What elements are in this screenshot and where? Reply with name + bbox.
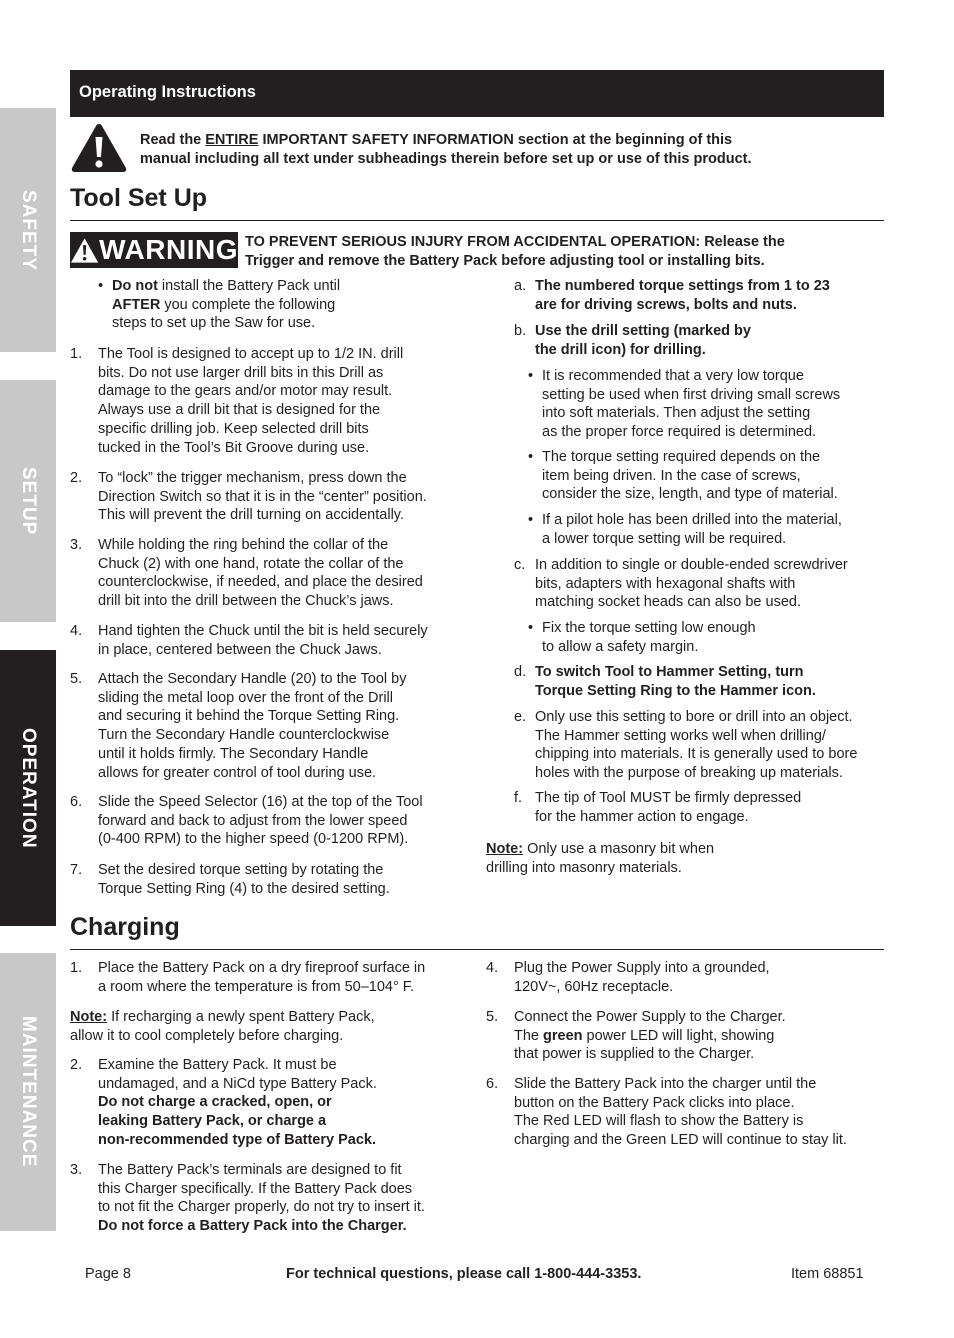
tab-setup (0, 380, 56, 622)
list-item-line: matching socket heads can also be used. (535, 594, 801, 611)
bullet-dot: • (528, 620, 534, 636)
step-number: 4. (486, 960, 499, 976)
list-item-line: sliding the metal loop over the front of the Drill (98, 689, 393, 706)
tab-operation (0, 650, 56, 926)
safety-notice-emphasis: ENTIRE (205, 132, 259, 148)
warning-text-line: TO PREVENT SERIOUS INJURY FROM ACCIDENTAL OPERATION: Release the (245, 234, 785, 250)
bullet-dot: • (528, 512, 534, 528)
list-item-line: If a pilot hole has been drilled into the material, (542, 512, 842, 528)
list-item-line: holes with the purpose of breaking up materials. (535, 765, 843, 782)
step-number: 5. (70, 671, 83, 687)
list-item-line: bits, adapters with hexagonal shafts with (535, 575, 796, 592)
list-item-line: and securing it behind the Torque Setting Ring. (98, 708, 400, 725)
list-item (535, 663, 885, 700)
list-item (535, 277, 885, 314)
note-text: Only use a masonry bit when (523, 841, 715, 857)
list-item-line: chipping into materials. It is generally used to bore (535, 746, 858, 763)
list-item-line: to not fit the Charger properly, do not try to insert it. (98, 1199, 425, 1216)
list-item (542, 619, 882, 656)
list-item-line: Attach the Secondary Handle (20) to the Tool by (98, 671, 407, 687)
step-number: 5. (486, 1009, 499, 1025)
list-item-line: into soft materials. Then adjust the setting (542, 405, 811, 422)
footer-item-number: Item 68851 (791, 1266, 864, 1282)
tab-operation-label: OPERATION (18, 727, 39, 849)
list-item-line: Do not force a Battery Pack into the Charger. (98, 1218, 407, 1235)
section-header-title: Operating Instructions (79, 83, 256, 101)
list-item (542, 511, 882, 548)
bold-text: AFTER (112, 296, 161, 313)
step-number: 6. (70, 794, 83, 810)
list-item-line: 120V~, 60Hz receptacle. (514, 978, 674, 995)
list-item-line: Direction Switch so that it is in the “center” position. (98, 488, 427, 505)
list-item (98, 861, 468, 898)
list-item-line: counterclockwise, if needed, and place the desired (98, 574, 423, 591)
step-number: 4. (70, 623, 83, 639)
list-item-line: Slide the Battery Pack into the charger until the (514, 1076, 817, 1092)
list-item (535, 556, 885, 612)
list-item-line: The Hammer setting works well when drilling/ (535, 727, 826, 744)
list-item-line: non-recommended type of Battery Pack. (98, 1131, 376, 1148)
list-item (535, 322, 885, 359)
list-item-line: Set the desired torque setting by rotating the (98, 862, 384, 878)
substep-letter: f. (514, 790, 523, 806)
list-item-line: Plug the Power Supply into a grounded, (514, 960, 770, 976)
tab-safety (0, 108, 56, 352)
list-item-line: power LED will light, showing (582, 1027, 775, 1044)
list-item (112, 277, 412, 333)
list-item-line: Hand tighten the Chuck until the bit is held securely (98, 623, 428, 639)
tab-maintenance-label: MAINTENANCE (18, 1016, 39, 1168)
list-item-line: Fix the torque setting low enough (542, 620, 756, 636)
warning-triangle-icon (70, 237, 99, 264)
list-item-line: button on the Battery Pack clicks into place. (514, 1094, 795, 1111)
note-label: Note: (70, 1009, 108, 1025)
heading-rule (70, 949, 884, 950)
list-item (98, 959, 468, 996)
warning-label: WARNING (99, 234, 238, 265)
list-item-line: a room where the temperature is from 50–104° F. (98, 978, 415, 995)
list-item-line: Connect the Power Supply to the Charger. (514, 1009, 786, 1025)
list-item-line: specific drilling job. Keep selected drill bits (98, 420, 369, 437)
list-item-line: The Red LED will flash to show the Battery is (514, 1113, 804, 1130)
step-number: 1. (70, 346, 83, 362)
list-item (514, 1008, 884, 1064)
list-item (98, 670, 468, 782)
heading-charging: Charging (70, 913, 180, 941)
substep-letter: b. (514, 323, 527, 339)
list-item-line: Chuck (2) with one hand, rotate the collar of the (98, 555, 404, 572)
step-number: 7. (70, 862, 83, 878)
list-item-line: tucked in the Tool’s Bit Groove during use. (98, 439, 370, 456)
warning-text-line: Trigger and remove the Battery Pack before adjusting tool or installing bits. (245, 252, 765, 269)
list-item-text: install the Battery Pack until (157, 278, 341, 294)
list-item (514, 1075, 884, 1150)
footer-support-line: For technical questions, please call 1-800-444-3353. (286, 1266, 642, 1282)
tab-setup-label: SETUP (18, 466, 39, 536)
list-item-line: (0-400 RPM) to the higher speed (0-1200 RPM). (98, 831, 409, 848)
list-item (98, 1056, 468, 1150)
substep-letter: d. (514, 664, 527, 680)
list-item-line: undamaged, and a NiCd type Battery Pack. (98, 1075, 377, 1092)
setup-note (486, 840, 876, 877)
list-item-line: until it holds firmly. The Secondary Handle (98, 745, 369, 762)
heading-tool-setup: Tool Set Up (70, 184, 208, 212)
list-item (542, 367, 882, 442)
list-item-line: item being driven. In the case of screws, (542, 467, 801, 484)
section-header-bar (70, 70, 884, 117)
substep-letter: a. (514, 278, 527, 294)
charging-note (70, 1008, 470, 1045)
list-item (535, 708, 885, 783)
list-item (542, 448, 882, 504)
list-item (98, 469, 468, 525)
note-text: allow it to cool completely before charging. (70, 1027, 344, 1044)
step-number: 3. (70, 1162, 83, 1178)
list-item-text: steps to set up the Saw for use. (112, 315, 316, 332)
bold-text: green (543, 1027, 583, 1044)
list-item (98, 622, 468, 659)
list-item-line: Do not charge a cracked, open, or (98, 1094, 332, 1111)
list-item-line: Slide the Speed Selector (16) at the top of the Tool (98, 794, 423, 810)
list-item-line: allows for greater control of tool during use. (98, 764, 377, 781)
note-text: If recharging a newly spent Battery Pack, (107, 1009, 375, 1025)
substep-letter: c. (514, 557, 526, 573)
list-item-line: In addition to single or double-ended screwdriver (535, 557, 848, 573)
list-item (98, 1161, 468, 1236)
step-number: 2. (70, 1057, 83, 1073)
note-label: Note: (486, 841, 524, 857)
safety-notice (140, 131, 840, 168)
substep-letter: e. (514, 709, 527, 725)
list-item-line: this Charger specifically. If the Battery Pack does (98, 1180, 413, 1197)
list-item-line: to allow a safety margin. (542, 638, 699, 655)
list-item-line: as the proper force required is determined. (542, 424, 817, 441)
heading-rule (70, 220, 884, 221)
list-item-line: To switch Tool to Hammer Setting, turn (535, 664, 804, 680)
list-item (514, 959, 884, 996)
list-item-line: a lower torque setting will be required. (542, 530, 787, 547)
list-item (535, 789, 885, 826)
list-item-line: for the hammer action to engage. (535, 808, 749, 825)
list-item (98, 793, 468, 849)
list-item-line: This will prevent the drill turning on accidentally. (98, 507, 404, 524)
tab-safety-label: SAFETY (18, 189, 39, 271)
safety-alert-icon (70, 122, 128, 174)
list-item-line: are for driving screws, bolts and nuts. (535, 296, 797, 313)
list-item-line: Turn the Secondary Handle counterclockwise (98, 727, 390, 744)
warning-text (245, 233, 865, 270)
list-item-line: setting be used when first driving small screws (542, 386, 841, 403)
bullet-dot: • (98, 278, 104, 294)
list-item (98, 345, 468, 457)
list-item-line: Use the drill setting (marked by (535, 323, 751, 339)
safety-notice-text: manual including all text under subheadings therein before set up or use of this product. (140, 150, 752, 167)
step-number: 1. (70, 960, 83, 976)
list-item-line: in place, centered between the Chuck Jaws. (98, 641, 382, 658)
bullet-dot: • (528, 368, 534, 384)
safety-notice-text: IMPORTANT SAFETY INFORMATION section at the beginning of this (258, 132, 733, 148)
warning-badge (70, 232, 238, 268)
bold-text: Do not (112, 278, 158, 294)
list-item-line: Place the Battery Pack on a dry fireproof surface in (98, 960, 426, 976)
list-item-line: Always use a drill bit that is designed for the (98, 402, 381, 419)
list-item-line: Torque Setting Ring (4) to the desired setting. (98, 880, 390, 897)
list-item-line: the drill icon) for drilling. (535, 341, 706, 358)
bullet-dot: • (528, 449, 534, 465)
tab-maintenance (0, 953, 56, 1231)
list-item-line: bits. Do not use larger drill bits in this Drill as (98, 364, 384, 381)
list-item-line: charging and the Green LED will continue to stay lit. (514, 1132, 847, 1149)
list-item-line: Examine the Battery Pack. It must be (98, 1057, 337, 1073)
list-item-line: The tip of Tool MUST be firmly depressed (535, 790, 802, 806)
list-item (98, 536, 468, 611)
list-item-line: The (514, 1027, 544, 1044)
step-number: 6. (486, 1076, 499, 1092)
safety-notice-text: Read the (140, 132, 206, 148)
list-item-line: The torque setting required depends on the (542, 449, 821, 465)
list-item-line: Only use this setting to bore or drill into an object. (535, 709, 853, 725)
list-item-line: The Battery Pack’s terminals are designed to fit (98, 1162, 402, 1178)
list-item-line: consider the size, length, and type of material. (542, 486, 838, 503)
footer-page-number: Page 8 (85, 1266, 131, 1282)
list-item-line: It is recommended that a very low torque (542, 368, 804, 384)
list-item-line: damage to the gears and/or motor may result. (98, 383, 393, 400)
list-item-line: The numbered torque settings from 1 to 23 (535, 278, 830, 294)
list-item-line: Torque Setting Ring to the Hammer icon. (535, 682, 816, 699)
list-item-line: that power is supplied to the Charger. (514, 1046, 755, 1063)
list-item-line: forward and back to adjust from the lower speed (98, 812, 408, 829)
step-number: 3. (70, 537, 83, 553)
list-item-line: To “lock” the trigger mechanism, press down the (98, 470, 407, 486)
note-text: drilling into masonry materials. (486, 859, 682, 876)
list-item-text: you complete the following (160, 296, 336, 313)
step-number: 2. (70, 470, 83, 486)
list-item-line: drill bit into the drill between the Chuck’s jaws. (98, 593, 394, 610)
list-item-line: While holding the ring behind the collar of the (98, 537, 389, 553)
list-item-line: leaking Battery Pack, or charge a (98, 1113, 327, 1130)
list-item-line: The Tool is designed to accept up to 1/2 IN. drill (98, 346, 404, 362)
